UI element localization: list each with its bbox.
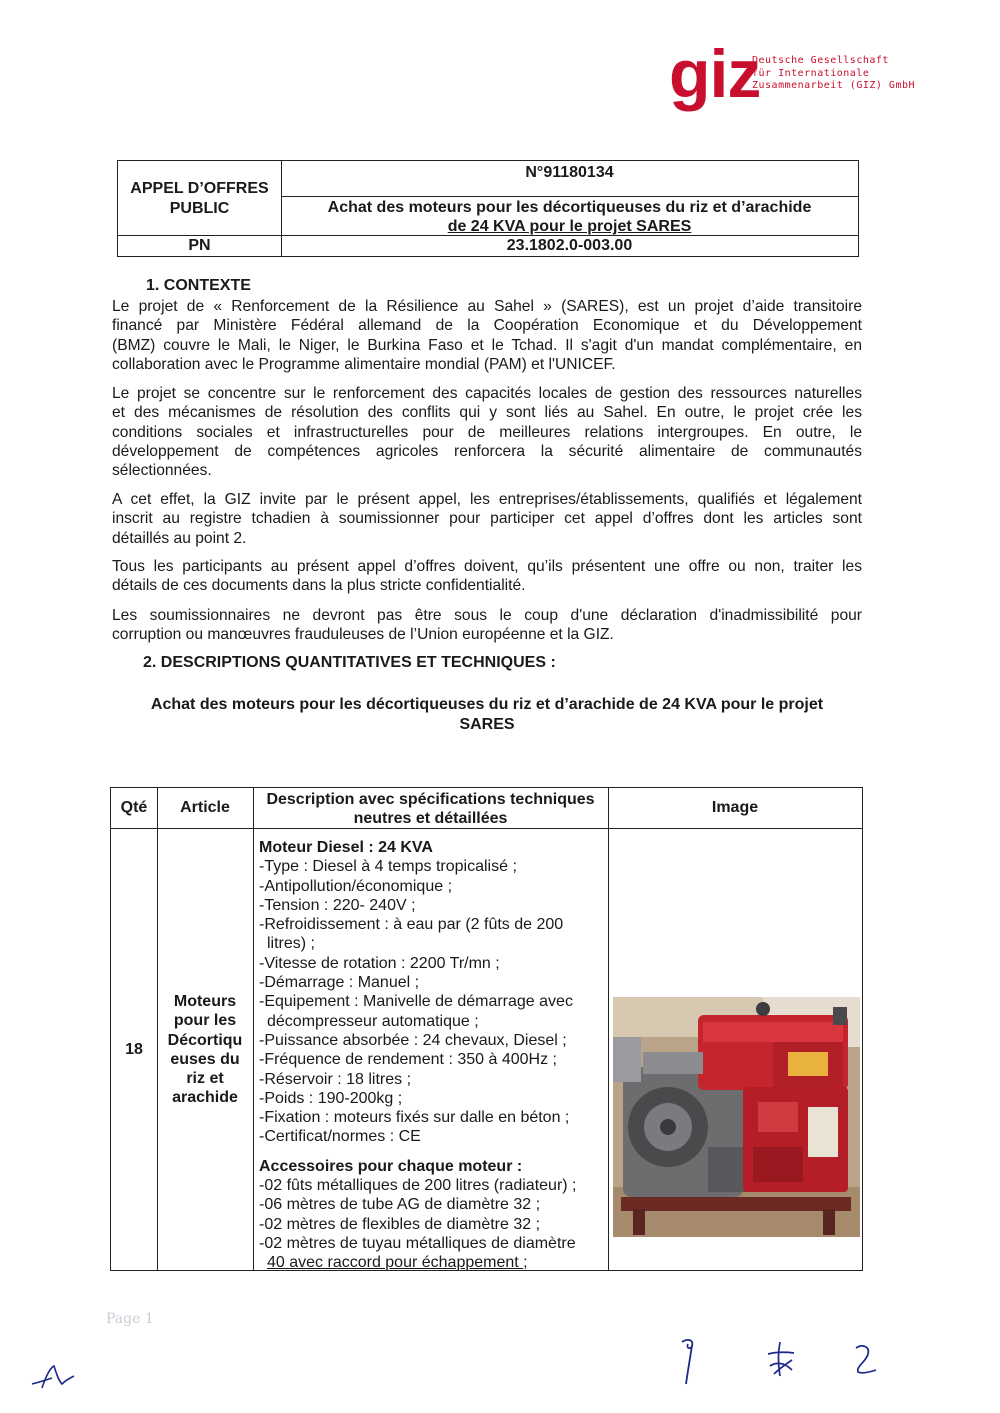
spec-line: -Fréquence de rendement : 350 à 400Hz ; <box>259 1051 557 1069</box>
pn-label: PN <box>188 237 211 254</box>
spec-line: -Poids : 190-200kg ; <box>259 1089 403 1107</box>
handwritten-initial-left <box>28 1362 78 1392</box>
logo-line: für Internationale <box>752 67 870 79</box>
text-line: détaillés au point 2. <box>112 529 247 547</box>
spec-line: -Type : Diesel à 4 temps tropicalisé ; <box>259 858 517 876</box>
tender-type-line: PUBLIC <box>169 199 230 217</box>
text-line: Le projet de « Renforcement de la Résilience au Sahel » (SARES), est un projet d’aide transitoire <box>112 298 862 315</box>
article-line: Moteurs <box>173 993 237 1010</box>
column-header-description <box>253 790 608 828</box>
spec-line: -Certificat/normes : CE <box>259 1128 421 1146</box>
tender-title-line: Achat des moteurs pour les décortiqueuses du riz et d’arachide <box>327 199 812 216</box>
pn-value: 23.1802.0-003.00 <box>506 237 633 254</box>
spec-line: -Tension : 220- 240V ; <box>259 896 416 914</box>
column-header-image: Image <box>711 799 759 816</box>
spec-line: -Antipollution/économique ; <box>259 877 453 895</box>
row-article <box>157 992 253 1108</box>
spec-line: -Démarrage : Manuel ; <box>259 974 420 992</box>
paragraph-context-2 <box>112 384 862 480</box>
section-2-heading: 2. DESCRIPTIONS QUANTITATIVES ET TECHNIQUES : <box>143 654 556 671</box>
handwritten-initial-3 <box>848 1342 878 1378</box>
giz-logo-text <box>752 55 915 93</box>
accessories-title: Accessoires pour chaque moteur : <box>259 1157 523 1175</box>
text-line: Tous les participants au présent appel d’offres doivent, qu’ils présentent une offre ou non, traiter les <box>112 558 862 575</box>
spec-line: décompresseur automatique ; <box>267 1012 479 1030</box>
column-header-qty: Qté <box>120 799 148 816</box>
subtitle-line: Achat des moteurs pour les décortiqueuses du riz et d’arachide de 24 KVA pour le projet <box>150 696 824 713</box>
text-line: collaboration avec le Programme alimentaire mondial (PAM) et l'UNICEF. <box>112 355 616 373</box>
article-line: pour les <box>173 1012 237 1030</box>
tender-header-table <box>117 160 859 257</box>
row-description <box>259 838 604 1273</box>
accessory-line: -06 mètres de tube AG de diamètre 32 ; <box>259 1196 541 1214</box>
row-qty: 18 <box>125 1041 143 1058</box>
tender-number: N°91180134 <box>525 164 614 181</box>
giz-logo-mark: giz <box>669 36 761 112</box>
article-line: Décortiqu <box>167 1031 243 1049</box>
spec-title: Moteur Diesel : 24 KVA <box>259 839 433 856</box>
subtitle-line: SARES <box>459 716 515 733</box>
spec-line: -Réservoir : 18 litres ; <box>259 1070 412 1088</box>
diesel-engine-photo <box>613 997 860 1237</box>
handwritten-initial-1 <box>678 1336 700 1388</box>
section-1-heading: 1. CONTEXTE <box>146 277 251 294</box>
article-line: euses du <box>170 1050 240 1068</box>
text-line: détails de ces documents dans la plus stricte confidentialité. <box>112 577 526 595</box>
accessory-line: -02 mètres de flexibles de diamètre 32 ; <box>259 1215 541 1233</box>
header-line: Description avec spécifications techniques <box>266 791 595 808</box>
accessory-line: -02 fûts métalliques de 200 litres (radiateur) ; <box>259 1177 577 1195</box>
page-number: Page 1 <box>106 1311 154 1327</box>
tender-type-label <box>118 179 281 218</box>
text-line: et des mécanismes de résolution des conflits qui y sont liés au Sahel. En outre, le projet crée les <box>112 404 862 422</box>
tender-title <box>281 198 858 236</box>
article-line: riz et <box>186 1070 224 1088</box>
text-line: Le projet se concentre sur le renforcement des capacités locales de gestion des ressources naturelles <box>112 385 862 402</box>
paragraph-context-1 <box>112 297 862 374</box>
spec-line: -Fixation : moteurs fixés sur dalle en béton ; <box>259 1109 570 1127</box>
header-line: neutres et détaillées <box>353 810 508 827</box>
paragraph-context-4 <box>112 557 862 596</box>
tender-type-line: APPEL D’OFFRES <box>130 180 269 197</box>
handwritten-initial-2 <box>764 1340 798 1380</box>
logo-line: Deutsche Gesellschaft <box>752 55 889 66</box>
logo-line: Zusammenarbeit (GIZ) GmbH <box>752 80 916 91</box>
text-line: sélectionnées. <box>112 462 212 480</box>
paragraph-context-3 <box>112 490 862 548</box>
spec-line: -Equipement : Manivelle de démarrage avec <box>259 993 573 1011</box>
text-line: A cet effet, la GIZ invite par le présent appel, les entreprises/établissements, qualifiés et légalement <box>112 491 862 508</box>
accessory-line: -02 mètres de tuyau métalliques de diamètre <box>259 1234 576 1252</box>
section-2-subtitle <box>112 695 862 735</box>
text-line: Les soumissionnaires ne devront pas être sous le coup d'une déclaration d'inadmissibilité pour <box>112 607 862 624</box>
tender-title-line: de 24 KVA pour le projet SARES <box>447 218 692 235</box>
text-line: financé par Ministère Fédéral allemand de la Coopération Economique et du Développement <box>112 317 862 335</box>
text-line: inscrit au registre tchadien à soumissionner pour participer cet appel d’offres dont les articles sont <box>112 510 862 528</box>
text-line: corruption ou manœuvres frauduleuses de l’Union européenne et la GIZ. <box>112 626 614 644</box>
paragraph-context-5 <box>112 606 862 645</box>
text-line: développement de compétences agricoles renforcera la sécurité alimentaire de communautés <box>112 442 862 460</box>
spec-line: -Refroidissement : à eau par (2 fûts de 200 <box>259 916 564 934</box>
spec-line: litres) ; <box>267 935 315 953</box>
spec-line: -Vitesse de rotation : 2200 Tr/mn ; <box>259 954 500 972</box>
article-line: arachide <box>172 1089 238 1107</box>
column-header-article: Article <box>180 799 230 816</box>
spec-line: -Puissance absorbée : 24 chevaux, Diesel ; <box>259 1031 567 1049</box>
text-line: conditions sociales et infrastructurelles pour de meilleures relations intergroupes. En outre, le <box>112 423 862 441</box>
accessory-line: 40 avec raccord pour échappement ; <box>267 1254 528 1272</box>
text-line: (BMZ) couvre le Mali, le Niger, le Burkina Faso et le Tchad. Il s'agit d'un mandat complémentaire, en <box>112 336 862 354</box>
